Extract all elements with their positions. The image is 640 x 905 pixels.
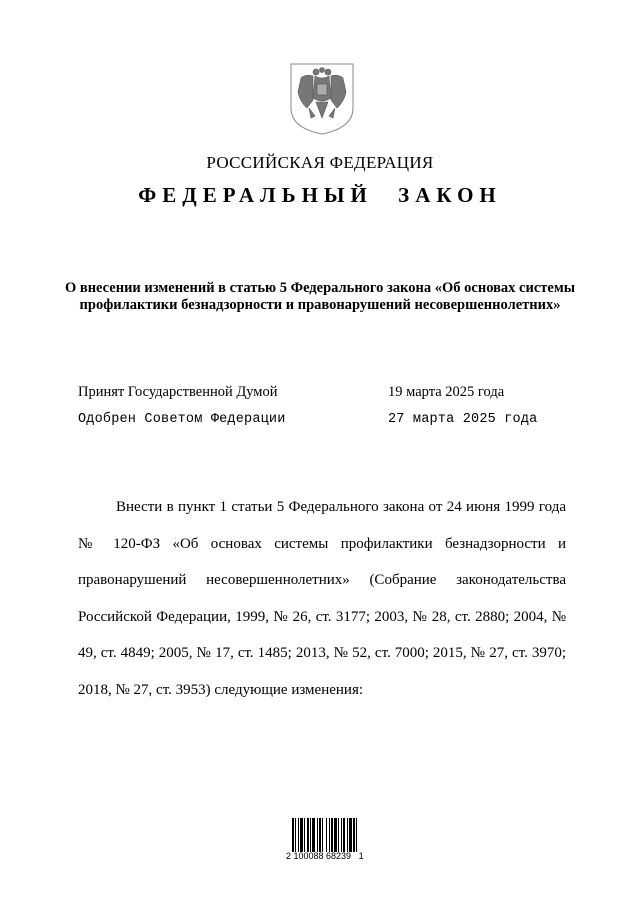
document-type: ФЕДЕРАЛЬНЫЙ ЗАКОН — [138, 183, 502, 207]
barcode-icon — [292, 818, 374, 852]
country-name: РОССИЙСКАЯ ФЕДЕРАЦИЯ — [206, 153, 434, 172]
barcode-number: 2 100088 68239 1 — [286, 851, 364, 861]
adoption-label-council: Одобрен Советом Федерации — [78, 412, 286, 427]
coat-of-arms-icon — [289, 62, 355, 136]
law-title: О внесении изменений в статью 5 Федерального закона «Об основах системы профилактики безнадзорности и правонарушений несовершеннолетних» — [64, 280, 576, 313]
adoption-date-duma: 19 марта 2025 года — [388, 384, 505, 400]
adoption-label-duma: Принят Государственной Думой — [78, 384, 278, 400]
adoption-date-council: 27 марта 2025 года — [388, 412, 538, 427]
law-body-paragraph: Внести в пункт 1 статьи 5 Федерального закона от 24 июня 1999 года № 120-ФЗ «Об основах системы профилактики безнадзорности и правонарушений несовершеннолетних» (Собрание законодательства Российской Федерации, 1999, № 26, ст. 3177; 2003, № 28, ст. 2880; 2004, № 49, ст. 4849; 2005, № 17, ст. 1485; 2013, № 52, ст. 7000; 2015, № 27, ст. 3970; 2018, № 27, ст. 3953) следующие изменения: — [78, 499, 566, 698]
